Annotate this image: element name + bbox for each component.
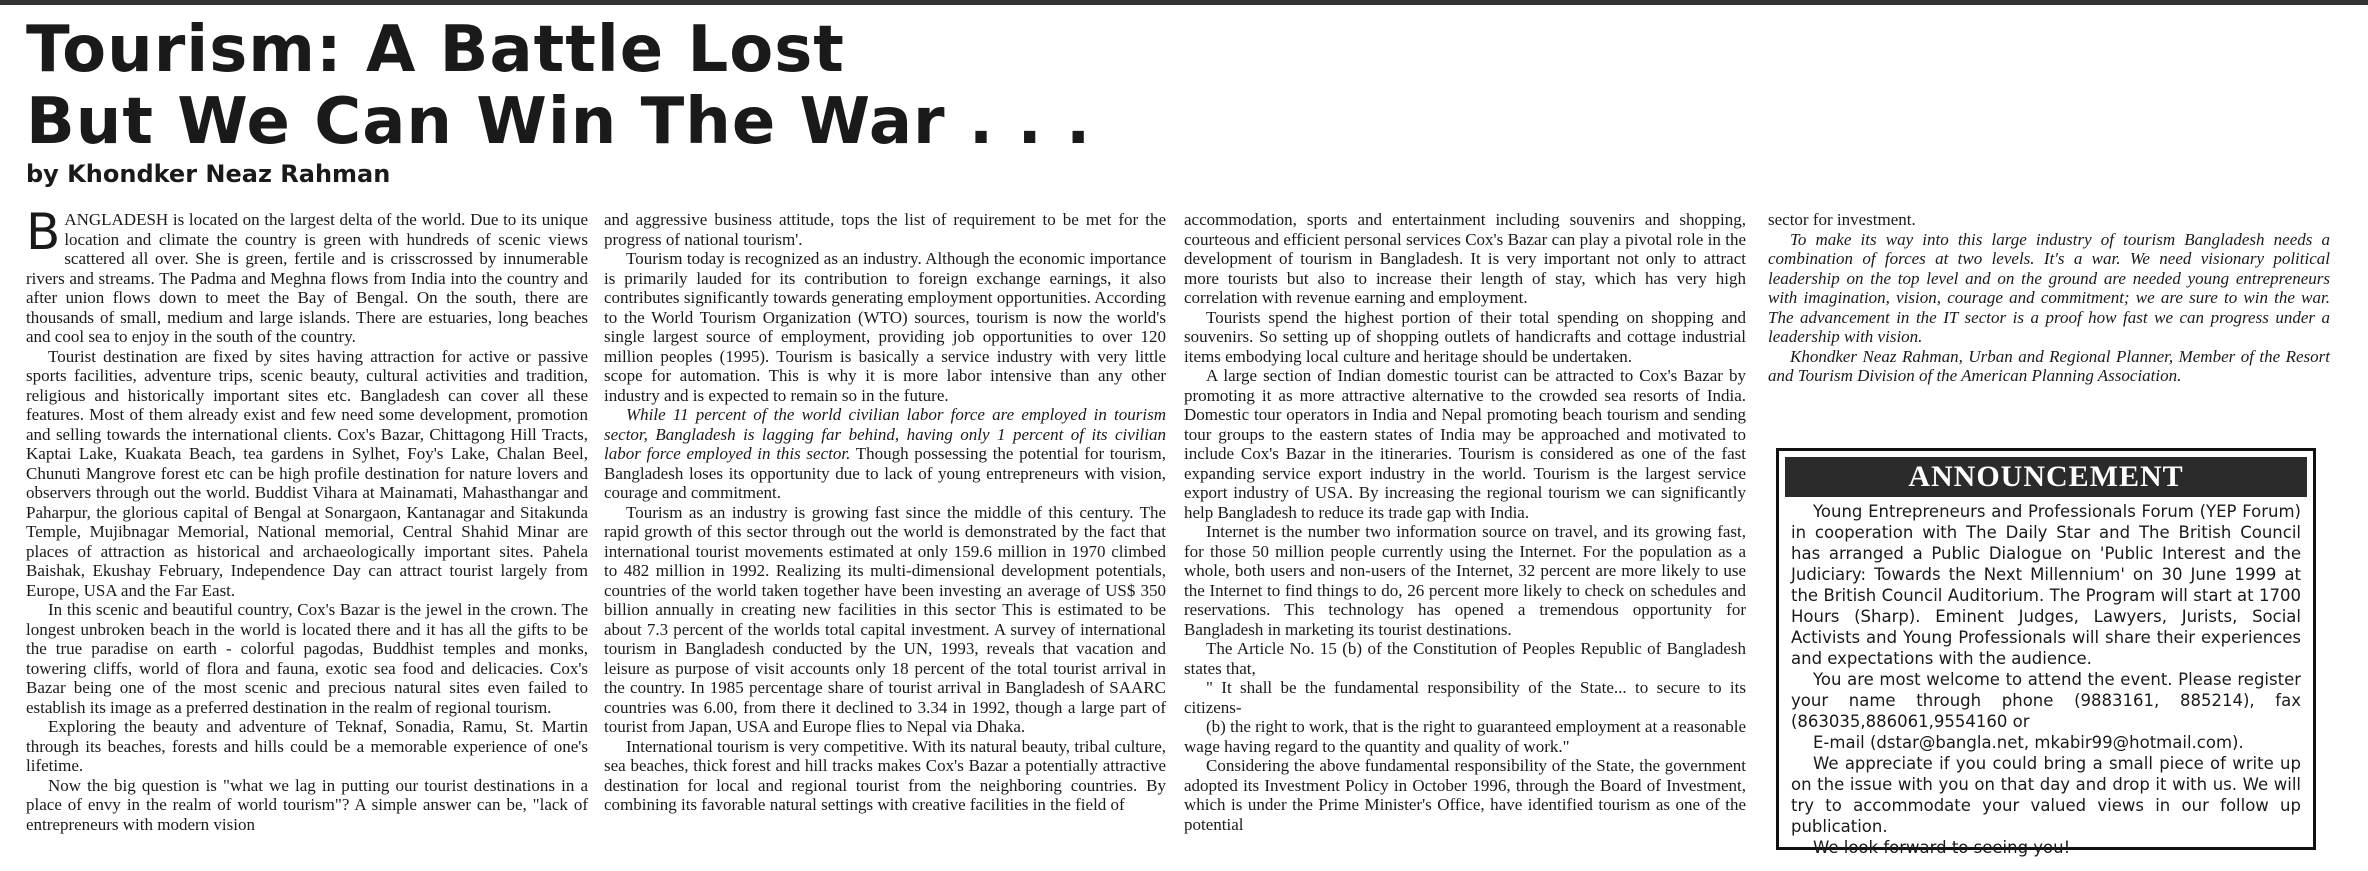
paragraph: Internet is the number two information source on travel, and its growing fast, for those 50 million people currently using the Internet. For the population as a whole, both users and non-users of the Internet, 32 percent are more likely to use the Internet to find things to do, 26 percent more likely to check on schedules and reservations. This technology has opened a tremendous opportunity for Bangladesh in marketing its tourist destinations.: [1184, 522, 1746, 639]
paragraph: and aggressive business attitude, tops the list of requirement to be met for the progress of national tourism'.: [604, 210, 1166, 249]
paragraph: You are most welcome to attend the event. Please register your name through phone (9883161, 885214), fax (863035,886061,9554160 or: [1791, 670, 2301, 731]
headline-line-2: But We Can Win The War . . .: [26, 85, 1092, 159]
article-column-3: [1184, 210, 1746, 834]
announcement-title: ANNOUNCEMENT: [1785, 457, 2307, 497]
paragraph: Now the big question is "what we lag in putting our tourist destinations in a place of envy in the realm of world tourism"? A simple answer can be, "lack of entrepreneurs with modern vision: [26, 775, 588, 834]
quotation: (b) the right to work, that is the right to guaranteed employment at a reasonable wage having regard to the quantity and quality of work.": [1184, 717, 1746, 756]
paragraph: Tourist destination are fixed by sites having attraction for active or passive sports facilities, adventure trips, scenic beauty, cultural activities and tradition, religious and historically important sites etc. Bangladesh can cover all these features. Most of them already exist and few need some development, promotion and selling towards the international clients. Cox's Bazar, Chittagong Hill Tracts, Kaptai Lake, Kuakata Beach, tea gardens in Sylhet, Foy's Lake, Chalan Beel, Chunuti Mangrove forest etc can be high profile destination for nature lovers and observers through out the world. Buddist Vihara at Mainamati, Mahasthangar and Paharpur, the glorious capital of Bengal at Sonargaon, Kantanagar and Sitakunda Temple, Mujibnagar Memorial, National memorial, Central Shahid Minar are places of attraction as historical and archaeologically important sites. Pahela Baishak, Ekushay February, Independence Day can attract tourist largely from Europe, USA and the Far East.: [26, 346, 588, 600]
byline: by Khondker Neaz Rahman: [26, 160, 391, 188]
paragraph: In this scenic and beautiful country, Cox's Bazar is the jewel in the crown. The longest unbroken beach in the world is located there and it has all the gifts to be the true paradise on earth - colorful pagodas, Buddhist temples and monks, towering cliffs, world of flora and fauna, exotic sea food and delicacies. Cox's Bazar being one of the most scenic and precious natural sites even failed to establish its image as a preferred destination in the realm of regional tourism.: [26, 600, 588, 717]
paragraph: Tourists spend the highest portion of their total spending on shopping and souvenirs. So setting up of shopping outlets of handicrafts and cottage industrial items embodying local culture and heritage should be undertaken.: [1184, 307, 1746, 366]
italic-highlight: While 11 percent of the world civilian labor force are employed in tourism sector, Bangladesh is lagging far behind, having only 1 percent of its civilian labor force employed in this sector.: [604, 405, 1166, 463]
paragraph: To make its way into this large industry of tourism Bangladesh needs a combination of forces at two levels. It's a war. We need visionary political leadership on the top level and on the ground are needed young entrepreneurs with imagination, vision, courage and commitment; we are sure to win the war. The advancement in the IT sector is a proof how fast we can progress under a leadership with vision.: [1768, 229, 2330, 346]
headline-line-1: Tourism: A Battle Lost: [26, 13, 845, 87]
paragraph: International tourism is very competitive. With its natural beauty, tribal culture, sea beaches, thick forest and hill tracks makes Cox's Bazar a potentially attractive destination for local and regional tourist from the neighboring countries. By combining its favorable natural settings with creative facilities in the field of: [604, 736, 1166, 814]
paragraph: The Article No. 15 (b) of the Constitution of Peoples Republic of Bangladesh states that,: [1184, 639, 1746, 678]
announcement-box: [1776, 448, 2316, 857]
drop-cap: B: [26, 203, 61, 261]
author-note: Khondker Neaz Rahman, Urban and Regional Planner, Member of the Resort and Tourism Division of the American Planning Association.: [1768, 346, 2330, 385]
quotation: " It shall be the fundamental responsibility of the State... to secure to its citizens-: [1184, 678, 1746, 717]
article-column-4: [1768, 210, 2330, 386]
paragraph: Tourism as an industry is growing fast since the middle of this century. The rapid growth of this sector through out the world is demonstrated by the fact that international tourist movements estimated at only 159.6 million in 1970 climbed to 482 million in 1992. Realizing its multi-dimensional development potentials, countries of the world taken together have been investing an average of US$ 350 billion annually in creating new facilities in this sector This is estimated to be about 7.3 percent of the worlds total capital investment. A survey of international tourism in Bangladesh conducted by the UN, 1993, reveals that vacation and leisure as purpose of visit accounts only 18 percent of the total tourist arrival in the country. In 1985 percentage share of tourist arrival in Bangladesh of SAARC countries was 6.00, from there it declined to 3.34 in 1992, though a large part of tourist from Japan, USA and Europe flies to Nepal via Dhaka.: [604, 502, 1166, 736]
paragraph: Young Entrepreneurs and Professionals Forum (YEP Forum) in cooperation with The Daily Star and The British Council has arranged a Public Dialogue on 'Public Interest and the Judiciary: Towards the Next Millennium' on 30 June 1999 at the British Council Auditorium. The Program will start at 1700 Hours (Sharp). Eminent Judges, Lawyers, Jurists, Social Activists and Young Professionals will share their experiences and expectations with the audience.: [1791, 502, 2301, 668]
closing-line: We look forward to seeing you!: [1813, 838, 2071, 857]
paragraph: Tourism today is recognized as an industry. Although the economic importance is primarily lauded for its contribution to foreign exchange earnings, it also contributes significantly towards generating employment opportunities. According to the World Tourism Organization (WTO) sources, tourism is now the world's single largest source of employment, providing job opportunities to over 120 million peoples (1995). Tourism is basically a service industry with very little scope for automation. This is why it is more labor intensive than any other industry and is expected to remain so in the future.: [604, 249, 1166, 405]
paragraph: While 11 percent of the world civilian labor force are employed in tourism sector, Bangladesh is lagging far behind, having only 1 percent of its civilian labor force employed in this sector. Though possessing the potential for tourism, Bangladesh loses its opportunity due to lack of young entrepreneurs with vision, courage and commitment.: [604, 405, 1166, 502]
paragraph: sector for investment.: [1768, 210, 1916, 229]
article-column-2: [604, 210, 1166, 815]
contact-email: E-mail (dstar@bangla.net, mkabir99@hotmail.com).: [1813, 733, 2244, 752]
paragraph: A large section of Indian domestic tourist can be attracted to Cox's Bazar by promoting it as more attractive alternative to the crowded sea resorts of India. Domestic tour operators in India and Nepal promoting beach tourism and sending tour groups to the eastern states of India may be approached and motivated to include Cox's Bazar in the itineraries. Tourism is considered as one of the fast expanding service export industry in the world. Tourism is the largest service export industry of USA. By increasing the regional tourism we can significantly help Bangladesh to reduce its trade gap with India.: [1184, 366, 1746, 522]
headline: [26, 14, 1091, 158]
article-column-1: [26, 203, 588, 834]
paragraph: accommodation, sports and entertainment including souvenirs and shopping, courteous and efficient personal services Cox's Bazar can play a pivotal role in the development of tourism in Bangladesh. It is very important not only to attract more tourists but also to increase their length of stay, which has very high correlation with revenue earning and employment.: [1184, 210, 1746, 307]
paragraph: We appreciate if you could bring a small piece of write up on the issue with you on that day and drop it with us. We will try to accommodate your valued views in our follow up publication.: [1791, 754, 2301, 836]
top-rule: [0, 0, 2368, 5]
paragraph: Considering the above fundamental responsibility of the State, the government adopted its Investment Policy in October 1996, through the Board of Investment, which is under the Prime Minister's Office, have identified tourism as one of the potential: [1184, 756, 1746, 834]
paragraph: Exploring the beauty and adventure of Teknaf, Sonadia, Ramu, St. Martin through its beaches, forests and hills could be a memorable experience of one's lifetime.: [26, 717, 588, 775]
announcement-body: [1779, 501, 2313, 858]
paragraph: BANGLADESH is located on the largest delta of the world. Due to its unique location and climate the country is green with hundreds of scenic views scattered all over. She is green, fertile and is crisscrossed by innumerable rivers and streams. The Padma and Meghna flows from India into the country and after union flows down to meet the Bay of Bengal. On the south, there are thousands of small, medium and large islands. There are estuaries, long beaches and cool sea to enjoy in the south of the country.: [26, 203, 588, 346]
